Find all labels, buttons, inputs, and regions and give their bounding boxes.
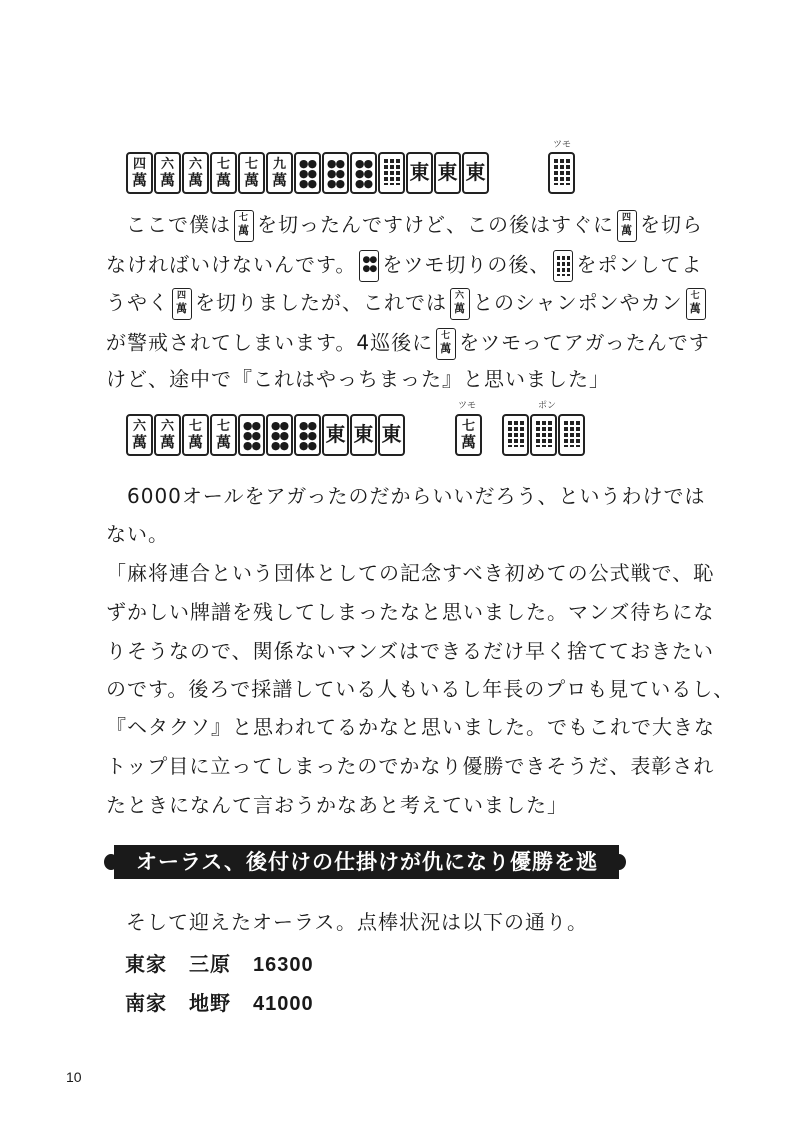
mahjong-tile-man: 六 萬: [126, 414, 153, 456]
mahjong-tile-man: 四 萬: [172, 288, 192, 320]
mahjong-tile-honor: 東: [406, 152, 433, 194]
mahjong-tile-man: 七 萬: [238, 152, 265, 194]
mahjong-tile-pin: ●● ●● ●●: [238, 414, 265, 456]
score-seat: 南家: [125, 993, 167, 1015]
score-name: 地野: [189, 993, 231, 1015]
score-line-1: [125, 948, 314, 977]
text-run: をツモってアガったんです: [459, 330, 710, 355]
mahjong-tile-honor: 東: [350, 414, 377, 456]
para1-line-2: [106, 250, 702, 282]
mahjong-tile-sou: [530, 414, 557, 456]
mahjong-tile-sou: [378, 152, 405, 194]
text-run: ここで僕は: [126, 212, 231, 237]
text-run: が警戒されてしまいます。4巡後に: [106, 330, 434, 355]
para2-line: トップ目に立ってしまったのでかなり優勝できそうだ、表彰され: [106, 754, 715, 778]
text-run: を切ら: [640, 212, 703, 237]
mahjong-tile-honor: 東: [322, 414, 349, 456]
score-points: 41000: [253, 993, 314, 1015]
text-run: うやく: [106, 290, 169, 315]
mahjong-tile-man: 六 萬: [154, 152, 181, 194]
mahjong-tile-man: 六 萬: [182, 152, 209, 194]
mahjong-tile-pin: ●● ●●: [359, 250, 379, 282]
mahjong-tile-man: 六 萬: [154, 414, 181, 456]
mahjong-tile-honor: 東: [462, 152, 489, 194]
text-run: を切ったんですけど、この後はすぐに: [257, 212, 614, 237]
mahjong-tile-man: 七 萬: [210, 152, 237, 194]
score-points: 16300: [253, 954, 314, 976]
mahjong-tile-pin: ●● ●● ●●: [322, 152, 349, 194]
mahjong-tile-man: 七 萬: [436, 328, 456, 360]
mahjong-tile-pin: ●● ●● ●●: [294, 152, 321, 194]
score-line-2: [125, 987, 314, 1016]
mahjong-tile-honor: 東: [434, 152, 461, 194]
mahjong-tile-sou: [548, 152, 575, 194]
mahjong-tile-man: 四 萬: [617, 210, 637, 242]
tsumo-tile-2: [455, 414, 483, 456]
mahjong-tile-sou: [502, 414, 529, 456]
para2-line: 「麻将連合という団体としての記念すべき初めての公式戦で、恥: [106, 561, 715, 585]
mahjong-tile-sou: [553, 250, 573, 282]
pon-meld: [502, 414, 586, 456]
mahjong-tile-man: 七 萬: [210, 414, 237, 456]
mahjong-tile-pin: ●● ●● ●●: [294, 414, 321, 456]
text-run: をツモ切りの後、: [382, 252, 551, 277]
text-run: を切りましたが、これでは: [195, 290, 447, 315]
tsumo-tile-1: [548, 152, 576, 194]
mahjong-tile-honor: 東: [378, 414, 405, 456]
mahjong-tile-man: 七 萬: [455, 414, 482, 456]
para3: そして迎えたオーラス。点棒状況は以下の通り。: [126, 910, 588, 934]
para2-line: 『ヘタクソ』と思われてるかなと思いました。でもこれで大きな: [106, 715, 715, 739]
para2-line: のです。後ろで採譜している人もいるし年長のプロも見ているし、: [106, 677, 735, 701]
banner-right-cap: [612, 854, 626, 870]
mahjong-tile-pin: ●● ●● ●●: [350, 152, 377, 194]
section-heading: オーラス、後付けの仕掛けが仇になり優勝を逃す: [114, 845, 619, 879]
score-name: 三原: [189, 954, 231, 976]
para1-line-4: [106, 328, 710, 360]
tsumo-label-2: ツモ: [458, 401, 477, 411]
para2-line: たときになんて言おうかなあと考えていました」: [106, 793, 568, 817]
text-run: をポンしてよ: [576, 252, 703, 277]
hand-row-2: [126, 414, 406, 456]
para1-line-3: [106, 288, 709, 320]
pon-label: ポン: [538, 401, 557, 411]
para2-line: 6000オールをアガったのだからいいだろう、というわけでは: [106, 484, 706, 508]
text-run: とのシャンポンやカン: [473, 290, 683, 315]
para2-line: りそうなので、関係ないマンズはできるだけ早く捨てておきたい: [106, 639, 714, 663]
mahjong-tile-sou: [558, 414, 585, 456]
mahjong-tile-man: 四 萬: [126, 152, 153, 194]
para2-line: ない。: [106, 522, 169, 546]
mahjong-tile-man: 九 萬: [266, 152, 293, 194]
mahjong-tile-pin: ●● ●● ●●: [266, 414, 293, 456]
score-seat: 東家: [125, 954, 167, 976]
para1-line-5: [106, 367, 610, 391]
tsumo-label-1: ツモ: [553, 140, 572, 150]
mahjong-tile-man: 六 萬: [450, 288, 470, 320]
hand-row-1: [126, 152, 490, 194]
text-run: けど、途中で『これはやっちまった』と思いました」: [106, 367, 610, 391]
mahjong-tile-man: 七 萬: [686, 288, 706, 320]
para1-line-1: [126, 210, 703, 242]
text-run: なければいけないんです。: [106, 252, 357, 277]
mahjong-tile-man: 七 萬: [182, 414, 209, 456]
page-number: 10: [66, 1069, 82, 1085]
para2-line: ずかしい牌譜を残してしまったなと思いました。マンズ待ちにな: [106, 600, 715, 624]
mahjong-tile-man: 七 萬: [234, 210, 254, 242]
